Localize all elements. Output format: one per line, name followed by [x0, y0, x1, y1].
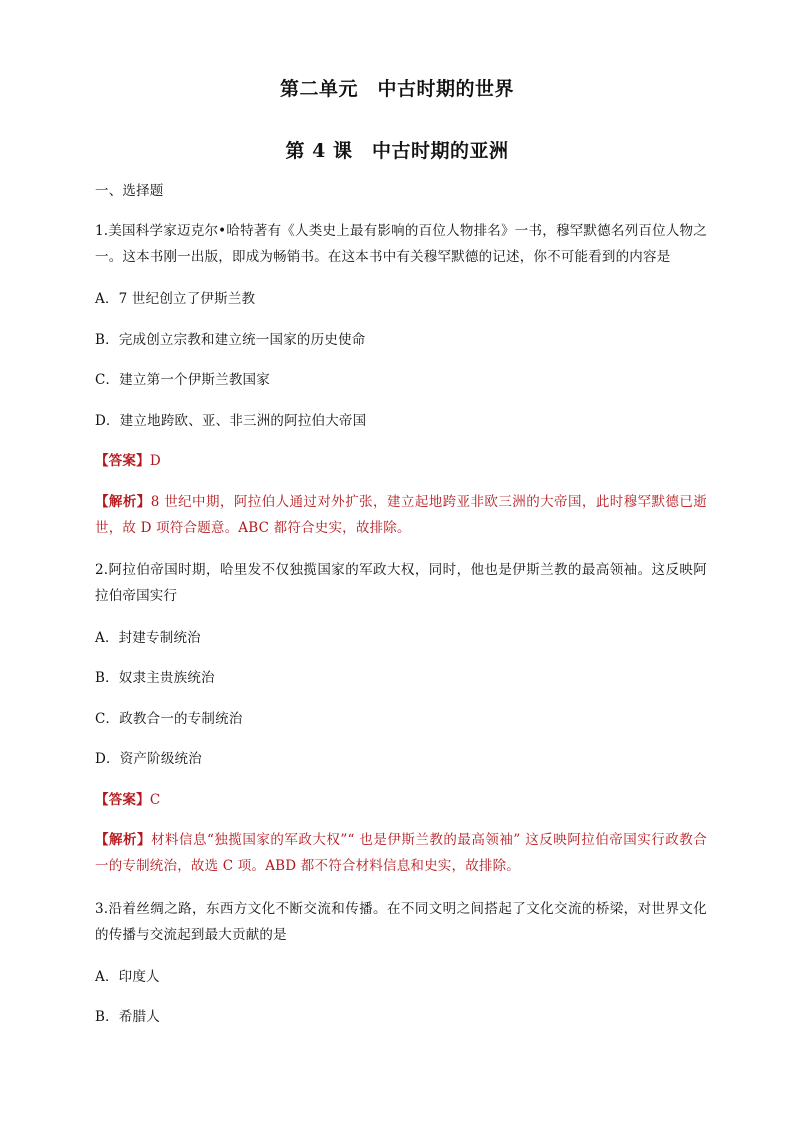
question-2-option-c: C．政教合一的专制统治 [95, 711, 243, 727]
analysis-tag: 【解析】 [95, 832, 151, 848]
question-1-option-b: B．完成创立宗教和建立统一国家的历史使命 [95, 332, 366, 348]
question-2-option-a: A．封建专制统治 [95, 630, 201, 646]
analysis-text: 材料信息“独揽国家的军政大权”“ 也是伊斯兰教的最高领袖” 这反映阿拉伯帝国实行政教合一的专制统治，故选 C 项。ABD 都不符合材料信息和史实，故排除。 [95, 832, 707, 874]
question-1-stem: 1.美国科学家迈克尔•哈特著有《人类史上最有影响的百位人物排名》一书，穆罕默德名列百位人物之一。这本书刚一出版，即成为畅销书。在这本书中有关穆罕默德的记述，你不可能看到的内容是 [95, 223, 707, 265]
answer-value: D [149, 453, 161, 469]
question-2-analysis [95, 827, 707, 879]
answer-value: C [149, 792, 161, 808]
question-3-option-a: A．印度人 [95, 969, 160, 985]
answer-tag: 【答案】 [95, 453, 150, 469]
question-2-option-b: B．奴隶主贵族统治 [95, 670, 215, 686]
unit-title: 第二单元 中古时期的世界 [279, 78, 514, 100]
question-2-option-d: D．资产阶级统治 [95, 751, 202, 767]
question-3-stem: 3.沿着丝绸之路，东西方文化不断交流和传播。在不同文明之间搭起了文化交流的桥梁，对世界文化的传播与交流起到最大贡献的是 [95, 901, 707, 943]
question-1-option-a: A．7 世纪创立了伊斯兰教 [95, 291, 256, 307]
question-1-option-d: D．建立地跨欧、亚、非三洲的阿拉伯大帝国 [95, 413, 367, 429]
question-1-answer [95, 448, 707, 474]
question-1-option-c: C．建立第一个伊斯兰教国家 [95, 372, 270, 388]
section-heading: 一、选择题 [95, 183, 164, 199]
analysis-tag: 【解析】 [95, 494, 151, 510]
lesson-title: 第 4 课 中古时期的亚洲 [285, 140, 509, 162]
question-2-answer [95, 787, 707, 813]
question-3-option-b: B．希腊人 [95, 1009, 160, 1025]
answer-tag: 【答案】 [95, 792, 150, 808]
analysis-text: 8 世纪中期，阿拉伯人通过对外扩张，建立起地跨亚非欧三洲的大帝国，此时穆罕默德已逝世，故 D 项符合题意。ABC 都符合史实，故排除。 [95, 494, 707, 536]
question-1-analysis [95, 489, 707, 541]
question-2-stem: 2.阿拉伯帝国时期，哈里发不仅独揽国家的军政大权，同时，他也是伊斯兰教的最高领袖。这反映阿拉伯帝国实行 [95, 562, 707, 604]
